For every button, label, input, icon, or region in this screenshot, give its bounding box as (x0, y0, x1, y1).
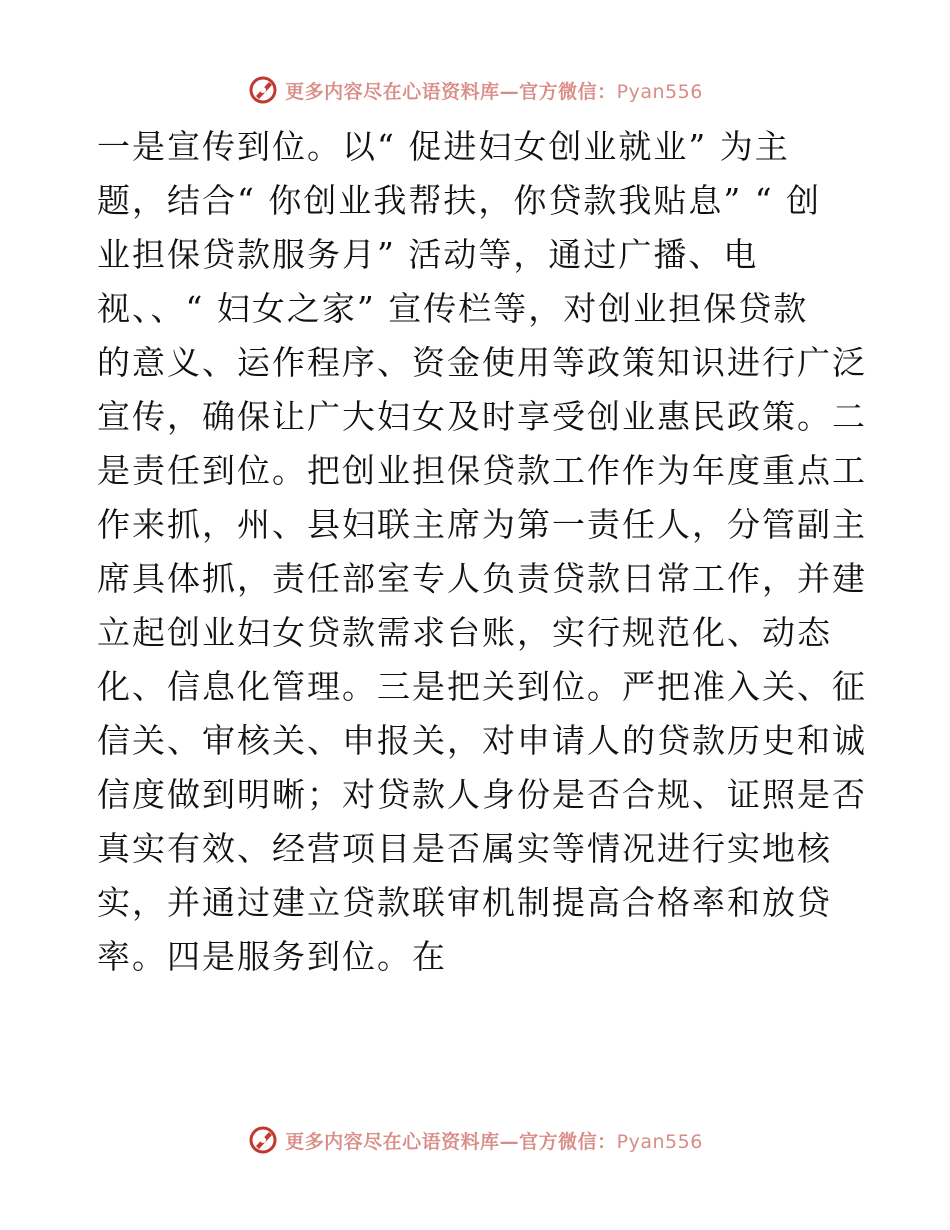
footer-wechat-id: Pyan556 (616, 1130, 703, 1153)
text-line: 率。四是服务到位。在 (97, 937, 447, 976)
footer-banner-label: 更多内容尽在心语资料库—官方微信：Pyan556 (285, 1130, 703, 1153)
text-line: 业担保贷款服务月” 活动等，通过广播、电 (97, 235, 759, 274)
document-body (97, 120, 867, 984)
text-line: 化、信息化管理。三是把关到位。严把准入关、征 (97, 667, 867, 706)
text-line: 席具体抓，责任部室专人负责贷款日常工作，并建 (97, 559, 867, 598)
header-banner-label: 更多内容尽在心语资料库—官方微信：Pyan556 (285, 80, 703, 103)
footer-banner (0, 1120, 950, 1160)
text-line: 视、、“ 妇女之家” 宣传栏等，对创业担保贷款 (97, 289, 809, 328)
text-line: 题，结合“ 你创业我帮扶，你贷款我贴息” “ 创 (97, 181, 822, 220)
text-line: 一是宣传到位。以“ 促进妇女创业就业” 为主 (97, 127, 790, 166)
text-line: 是责任到位。把创业担保贷款工作作为年度重点工 (97, 451, 867, 490)
text-line: 信度做到明晰；对贷款人身份是否合规、证照是否 (97, 775, 867, 814)
text-line: 实，并通过建立贷款联审机制提高合格率和放贷 (97, 883, 832, 922)
text-line: 立起创业妇女贷款需求台账，实行规范化、动态 (97, 613, 832, 652)
text-line: 信关、审核关、申报关，对申请人的贷款历史和诚 (97, 721, 867, 760)
text-line: 宣传，确保让广大妇女及时享受创业惠民政策。二 (97, 397, 867, 436)
brand-logo-icon (247, 1124, 279, 1156)
text-line: 真实有效、经营项目是否属实等情况进行实地核 (97, 829, 832, 868)
header-banner (0, 70, 950, 110)
text-line: 的意义、运作程序、资金使用等政策知识进行广泛 (97, 343, 867, 382)
text-line: 作来抓，州、县妇联主席为第一责任人，分管副主 (97, 505, 867, 544)
brand-logo-icon (247, 74, 279, 106)
header-wechat-id: Pyan556 (616, 80, 703, 103)
